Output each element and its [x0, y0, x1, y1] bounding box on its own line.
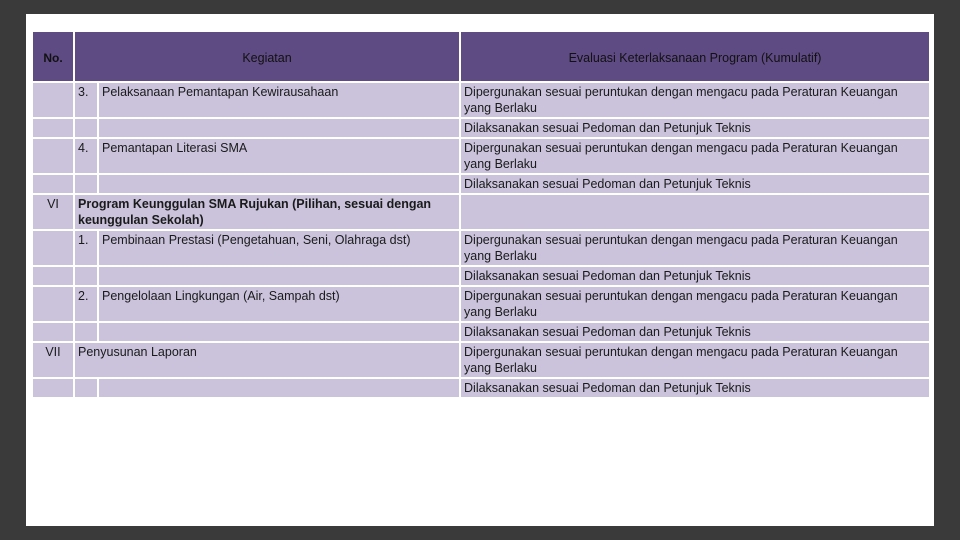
- table-row: [32, 322, 930, 342]
- cell-no: [32, 82, 74, 118]
- cell-no: VI: [32, 194, 74, 230]
- cell-sub-no: 1.: [74, 230, 98, 266]
- cell-sub-no: [74, 118, 98, 138]
- cell-evaluasi: Dipergunakan sesuai peruntukan dengan mengacu pada Peraturan Keuangan yang Berlaku: [460, 82, 930, 118]
- cell-evaluasi: Dilaksanakan sesuai Pedoman dan Petunjuk Teknis: [460, 174, 930, 194]
- header-row: [32, 31, 930, 82]
- cell-sub-no: 3.: [74, 82, 98, 118]
- cell-kegiatan: Pelaksanaan Pemantapan Kewirausahaan: [98, 82, 460, 118]
- table-row: [32, 286, 930, 322]
- cell-kegiatan: [98, 322, 460, 342]
- cell-kegiatan: Pemantapan Literasi SMA: [98, 138, 460, 174]
- cell-no: [32, 266, 74, 286]
- cell-no: [32, 118, 74, 138]
- cell-sub-no: [74, 322, 98, 342]
- cell-no: [32, 322, 74, 342]
- table-row: [32, 174, 930, 194]
- cell-evaluasi: Dilaksanakan sesuai Pedoman dan Petunjuk Teknis: [460, 266, 930, 286]
- cell-no: [32, 174, 74, 194]
- cell-evaluasi: Dipergunakan sesuai peruntukan dengan mengacu pada Peraturan Keuangan yang Berlaku: [460, 342, 930, 378]
- cell-no: [32, 230, 74, 266]
- cell-evaluasi: Dilaksanakan sesuai Pedoman dan Petunjuk Teknis: [460, 118, 930, 138]
- cell-evaluasi: Dilaksanakan sesuai Pedoman dan Petunjuk Teknis: [460, 378, 930, 398]
- table-row: [32, 82, 930, 118]
- header-no: No.: [32, 31, 74, 82]
- cell-sub-no: 4.: [74, 138, 98, 174]
- slide: [26, 14, 934, 526]
- table-row: [32, 138, 930, 174]
- table-row: [32, 194, 930, 230]
- cell-no: [32, 286, 74, 322]
- table-row: [32, 266, 930, 286]
- cell-no: VII: [32, 342, 74, 378]
- cell-evaluasi: [460, 194, 930, 230]
- cell-kegiatan: [98, 174, 460, 194]
- header-kegiatan: Kegiatan: [74, 31, 460, 82]
- table-row: [32, 342, 930, 378]
- cell-evaluasi: Dipergunakan sesuai peruntukan dengan mengacu pada Peraturan Keuangan yang Berlaku: [460, 230, 930, 266]
- cell-evaluasi: Dilaksanakan sesuai Pedoman dan Petunjuk Teknis: [460, 322, 930, 342]
- table-row: [32, 378, 930, 398]
- cell-kegiatan: [98, 266, 460, 286]
- cell-no: [32, 378, 74, 398]
- cell-evaluasi: Dipergunakan sesuai peruntukan dengan mengacu pada Peraturan Keuangan yang Berlaku: [460, 138, 930, 174]
- program-evaluation-table: [31, 30, 931, 399]
- header-evaluasi: Evaluasi Keterlaksanaan Program (Kumulatif): [460, 31, 930, 82]
- cell-kegiatan: Pengelolaan Lingkungan (Air, Sampah dst): [98, 286, 460, 322]
- cell-sub-no: [74, 378, 98, 398]
- cell-evaluasi: Dipergunakan sesuai peruntukan dengan mengacu pada Peraturan Keuangan yang Berlaku: [460, 286, 930, 322]
- cell-kegiatan: [98, 118, 460, 138]
- cell-kegiatan: Pembinaan Prestasi (Pengetahuan, Seni, Olahraga dst): [98, 230, 460, 266]
- cell-sub-no: 2.: [74, 286, 98, 322]
- table-row: [32, 118, 930, 138]
- table-row: [32, 230, 930, 266]
- cell-program-heading: Penyusunan Laporan: [74, 342, 460, 378]
- cell-kegiatan: [98, 378, 460, 398]
- cell-sub-no: [74, 174, 98, 194]
- cell-program-heading: Program Keunggulan SMA Rujukan (Pilihan, sesuai dengan keunggulan Sekolah): [74, 194, 460, 230]
- cell-sub-no: [74, 266, 98, 286]
- cell-no: [32, 138, 74, 174]
